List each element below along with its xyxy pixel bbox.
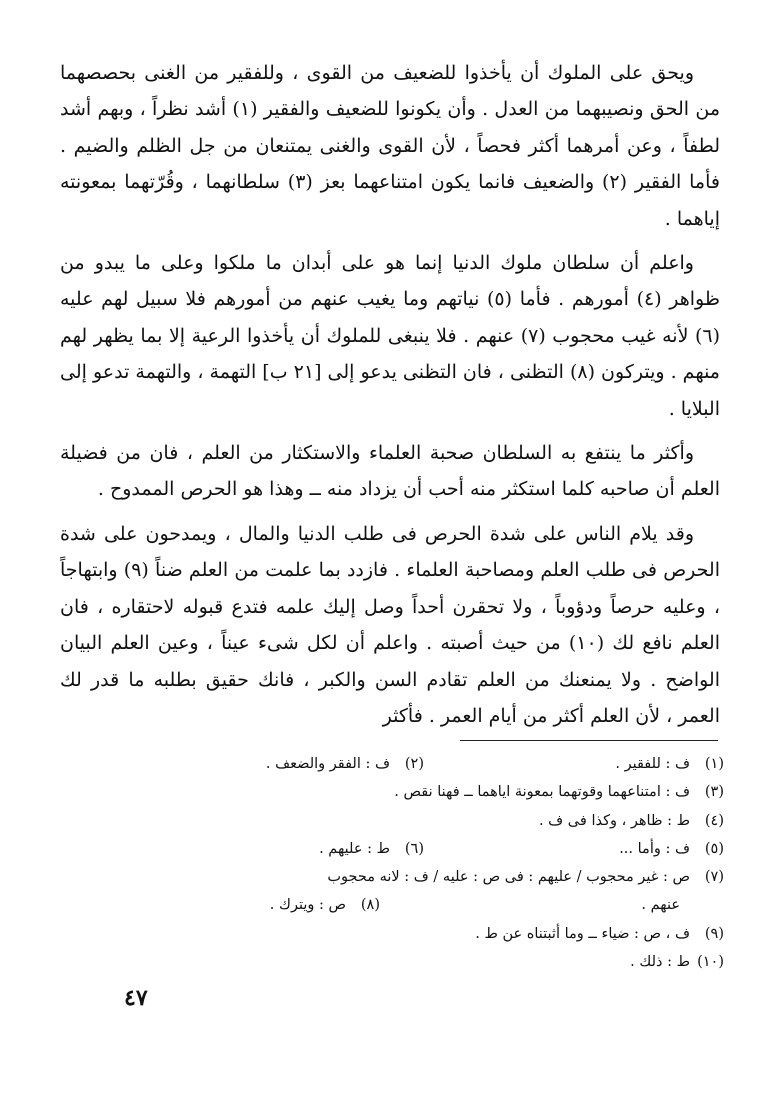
footnote-text: ف : للفقير . (615, 756, 690, 772)
footnote-row (60, 863, 724, 891)
footnote-7-continuation: عنهم . (641, 897, 680, 914)
footnote-text: ف : الفقر والضعف . (265, 756, 390, 772)
paragraph-4: وقد يلام الناس على شدة الحرص فى طلب الدنيا والمال ، ويمدحون على شدة الحرص فى طلب العلم ومصاحبة العلماء . فازدد بما علمت من العلم ضناً (٩) وابتهاجاً ، وعليه حرصاً ودؤوباً ، ولا تحقرن أحداً وصل إليك علمه فتدع قبوله لاحتقاره ، فان العلم نافع لك (١٠) من حيث أصبته . واعلم أن لكل شىء عيناً ، وعين العلم البيان الواضح . ولا يمنعنك من العلم تقادم السن والكبر ، فانك حقيق بطلبه ما قدر لك العمر ، لأن العلم أكثر من أيام العمر . فأكثر (60, 522, 720, 727)
footnote-2 (266, 750, 424, 778)
footnote-text: ط : ظاهر ، وكذا فى ف . (538, 812, 690, 829)
footnote-row (60, 807, 724, 835)
footnote-number: (٧) (704, 869, 724, 886)
footnote-text: ف ، ص : ضياء ــ وما أثبتناه عن ط . (475, 925, 690, 942)
footnote-3 (394, 778, 724, 806)
footnote-text: ط : عليهم . (319, 840, 390, 857)
footnote-number: (٤) (704, 812, 724, 829)
footnote-9 (475, 920, 724, 948)
paragraph-1: ويحق على الملوك أن يأخذوا للضعيف من القوى ، وللفقير من الغنى بحصصهما من الحق ونصيبهما من العدل . وأن يكونوا للضعيف والفقير (١) أشد نظراً ، وبهم أشد لطفاً ، وعن أمرهما أكثر فحصاً ، لأن القوى والغنى يمتنعان من جل الظلم والضيم . فأما الفقير (٢) والضعيف فانما يكون امتناعهما بعز (٣) سلطانهما ، وقُرّتهما بمعونته إياهما . (60, 62, 721, 230)
footnote-6 (319, 835, 424, 863)
page-number: ٤٧ (124, 985, 148, 1011)
footnote-number: (٣) (704, 784, 724, 801)
paragraph-3: وأكثر ما ينتفع به السلطان صحبة العلماء والاستكثار من العلم ، فان من فضيلة العلم أن صاحبه كلما استكثر منه أحب أن يزداد منه ــ وهذا هو الحرص الممدوح . (60, 442, 720, 501)
footnote-7 (327, 863, 724, 891)
footnote-number: (٩) (704, 925, 724, 942)
footnote-row (60, 891, 724, 919)
footnote-row (60, 778, 724, 806)
footnotes (60, 750, 724, 976)
footnote-number: (٢) (404, 756, 424, 772)
footnote-divider (460, 740, 718, 741)
footnote-text: ط : ذلك . (630, 954, 690, 971)
footnote-8 (270, 891, 380, 919)
footnote-number: (٥) (704, 840, 724, 857)
footnote-text: ف : وأما ... (619, 840, 690, 857)
footnote-text: ص : ويترك . (269, 897, 346, 914)
footnote-1 (424, 750, 724, 778)
paragraph-2: واعلم أن سلطان ملوك الدنيا إنما هو على أبدان ما ملكوا وعلى ما يبدو من ظواهر (٤) أمورهم . فأما (٥) نياتهم وما يغيب عنهم من أمورهم فلا سبيل لهم عليه (٦) لأنه غيب محجوب (٧) عنهم . فلا ينبغى للملوك أن يأخذوا الرعية إلا بما يظهر لهم منهم . ويتركون (٨) التظنى ، فان التظنى يدعو إلى [٢١ ب] التهمة ، والتهمة تدعو إلى البلايا . (60, 252, 720, 420)
footnote-row (60, 920, 724, 948)
footnote-number: (١٠) (697, 954, 724, 971)
main-text (60, 55, 720, 734)
footnote-5 (424, 835, 724, 863)
footnote-row (60, 948, 724, 976)
footnote-text: ف : امتناعهما وقوتهما بمعونة اياهما ــ فهنا نقص . (394, 784, 690, 801)
footnote-number: (١) (704, 756, 724, 772)
footnote-row (60, 835, 724, 863)
footnote-text: ص : غير محجوب / عليهم : فى ص : عليه / ف : لانه محجوب (327, 869, 690, 886)
footnote-number: (٨) (360, 897, 380, 914)
footnote-row (60, 750, 724, 778)
footnote-number: (٦) (404, 840, 424, 857)
footnote-4 (539, 807, 724, 835)
footnote-10 (630, 948, 724, 976)
